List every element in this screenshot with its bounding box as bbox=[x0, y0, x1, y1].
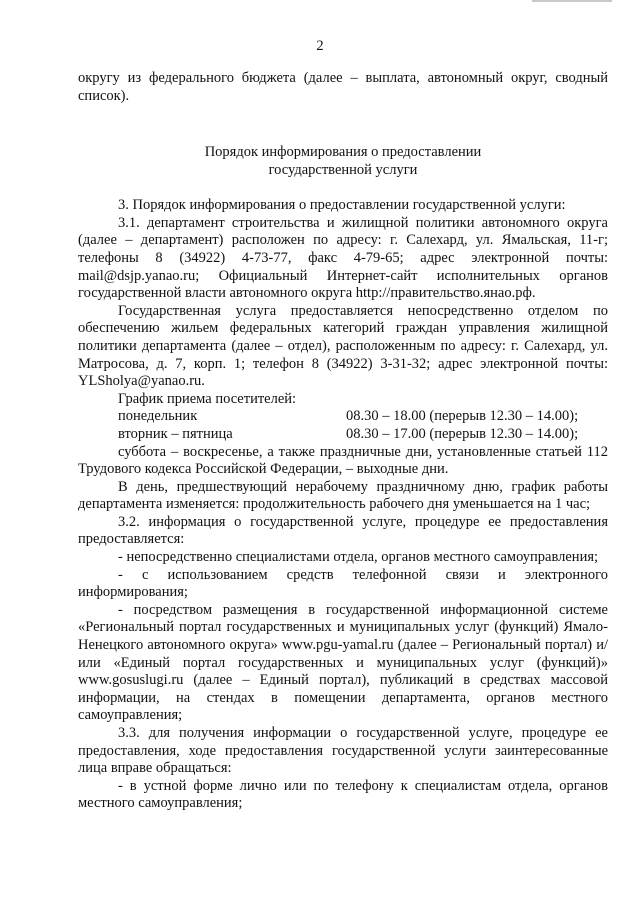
page-number: 2 bbox=[316, 38, 324, 54]
list-item: - посредством размещения в государственной информационной системе «Региональный портал государственных и муниципальных услуг (функций) Ямало-Ненецкого автономного округа» www.pgu-yamal.ru (далее – Региональный портал) и/или «Единый портал государственных и муниципальных услуг (функций)» www.gosuslugi.ru (далее – Единый портал), публикаций в средствах массовой информации, на стендах в помещении департамента, органов местного самоуправления; bbox=[78, 601, 608, 724]
schedule-day: вторник – пятница bbox=[118, 425, 233, 442]
schedule-time: 08.30 – 17.00 (перерыв 12.30 – 14.00); bbox=[346, 425, 579, 442]
paragraph-department-unit: Государственная услуга предоставляется непосредственно отделом по обеспечению жильем федеральных категорий граждан управления жилищной политики департамента (далее – отдел), расположенным по адресу: г. Салехард, ул. Матросова, д. 7, корп. 1; телефон 8 (34922) 3-31-32; адрес электронной почты: YLSholya@yanao.ru. bbox=[78, 302, 608, 390]
paragraph-weekend: суббота – воскресенье, а также праздничные дни, установленные статьей 112 Трудового кодекса Российской Федерации, – выходные дни. bbox=[78, 443, 608, 478]
paragraph-preholiday: В день, предшествующий нерабочему праздничному дню, график работы департамента изменяется: продолжительность рабочего дня уменьшается на 1 час; bbox=[78, 478, 608, 513]
document-body bbox=[78, 70, 608, 813]
list-item: - с использованием средств телефонной связи и электронного информирования; bbox=[78, 566, 608, 601]
scan-artifact bbox=[532, 0, 612, 2]
schedule-time: 08.30 – 18.00 (перерыв 12.30 – 14.00); bbox=[346, 408, 579, 425]
paragraph-intro: округу из федерального бюджета (далее – выплата, автономный округ, сводный список). bbox=[78, 70, 608, 104]
paragraph-3: 3. Порядок информирования о предоставлении государственной услуги: bbox=[118, 197, 566, 214]
list-item: - непосредственно специалистами отдела, органов местного самоуправления; bbox=[118, 549, 599, 566]
section-heading-line-1: Порядок информирования о предоставлении bbox=[204, 144, 482, 161]
paragraph-3-2: 3.2. информация о государственной услуге, процедуре ее предоставления предоставляется: bbox=[78, 513, 608, 548]
list-item: - в устной форме лично или по телефону к специалистам отдела, органов местного самоуправления; bbox=[78, 777, 608, 812]
paragraph-3-1: 3.1. департамент строительства и жилищной политики автономного округа (далее – департамент) расположен по адресу: г. Салехард, ул. Ямальская, 11-г; телефоны 8 (34922) 4-73-77, факс 4-79-65; адрес электронной почты: mail@dsjp.yanao.ru; Официальный Интернет-сайт исполнительных органов государственной власти автономного округа http://правительство.янао.рф. bbox=[78, 214, 608, 302]
paragraph-3-3: 3.3. для получения информации о государственной услуге, процедуре ее предоставления, ходе предоставления государственной услуги заинтересованные лица вправе обращаться: bbox=[78, 725, 608, 777]
schedule-day: понедельник bbox=[118, 408, 198, 425]
section-heading bbox=[78, 143, 608, 179]
section-heading-line-2: государственной услуги bbox=[268, 162, 418, 179]
schedule-row bbox=[78, 408, 608, 426]
schedule-title: График приема посетителей: bbox=[118, 390, 297, 407]
schedule-row bbox=[78, 426, 608, 444]
